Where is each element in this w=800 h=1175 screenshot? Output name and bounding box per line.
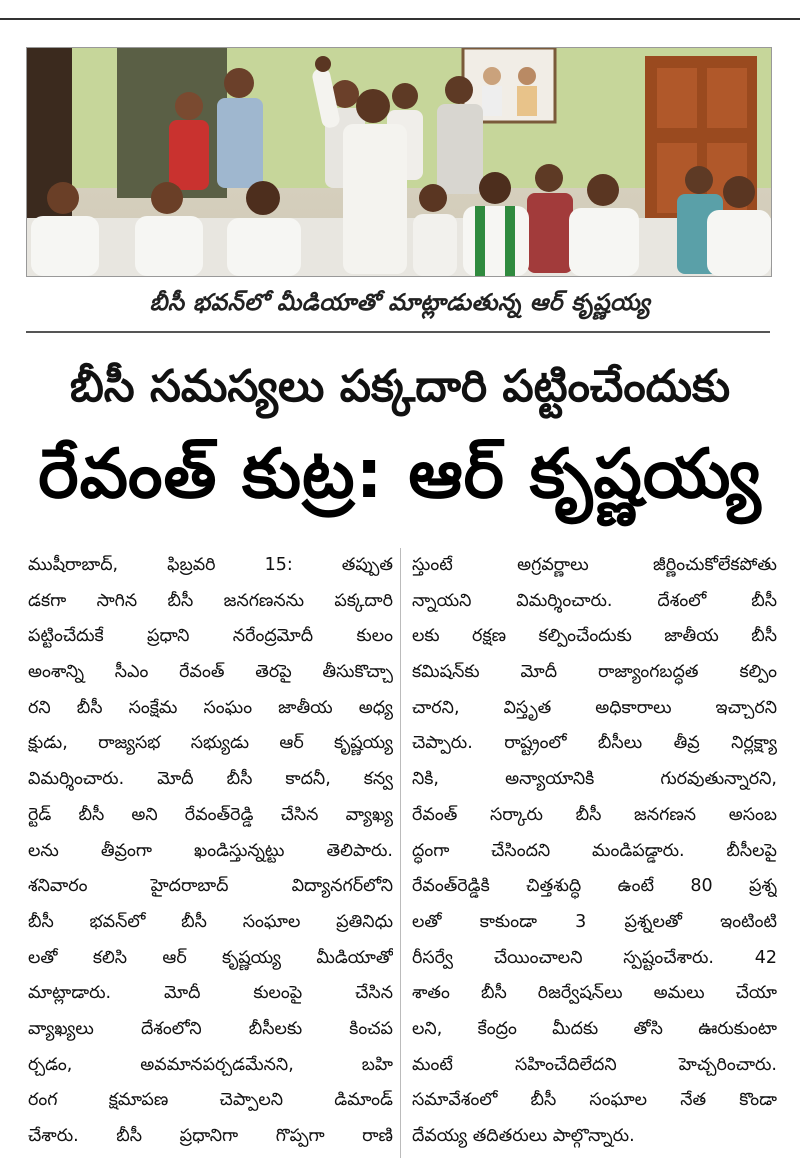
article-line: లను తీవ్రంగా ఖండిస్తున్నట్టు తెలిపారు. — [28, 840, 393, 861]
group-photo-icon — [27, 48, 771, 276]
article-line: బీసీ భవన్‌లో బీసీ సంఘాల ప్రతినిధు — [28, 911, 393, 932]
article-line: రంగ క్షమాపణ చెప్పాలని డిమాండ్ — [28, 1090, 393, 1111]
headline-line-1: బీసీ సమస్యలు పక్కదారి పట్టించేందుకు — [69, 361, 731, 412]
article-line: వ్యాఖ్యలు దేశంలోని బీసీలకు కించప — [28, 1018, 393, 1039]
article-line: పట్టించేదుకే ప్రధాని నరేంద్రమోదీ కులం — [28, 626, 393, 647]
article-line: లతో కాకుండా 3 ప్రశ్నలతో ఇంటింటి — [412, 911, 777, 932]
headline-line-2: రేవంత్ కుట్ర: ఆర్ కృష్ణయ్య — [38, 435, 762, 514]
article-line: లతో కలిసి ఆర్ కృష్ణయ్య మీడియాతో — [28, 947, 393, 968]
column-divider — [400, 548, 401, 1158]
article-line: మాట్లాడారు. మోదీ కులంపై చేసిన — [28, 983, 393, 1004]
article-line: కమిషన్‌కు మోదీ రాజ్యాంగబద్ధత కల్పిం — [412, 662, 777, 683]
news-photo — [26, 47, 772, 277]
article-line: లని, కేంద్రం మీదకు తోసి ఊరుకుంటా — [412, 1018, 777, 1039]
article-line: అంశాన్ని సీఎం రేవంత్ తెరపై తీసుకొచ్చా — [28, 662, 393, 683]
article-line: శనివారం హైదరాబాద్ విద్యానగర్‌లోని — [28, 876, 393, 897]
article-line: లకు రక్షణ కల్పించేందుకు జాతీయ బీసీ — [412, 626, 777, 647]
article-line: నికి, అన్యాయానికి గురవుతున్నారని, — [412, 769, 777, 790]
article-line: రేవంత్ సర్కారు బీసీ జనగణన అసంబ — [412, 804, 777, 825]
photo-caption: బీసీ భవన్‌లో మీడియాతో మాట్లాడుతున్న ఆర్ కృష్ణయ్య — [149, 290, 651, 316]
caption-divider — [26, 331, 770, 333]
article-line: చారని, విస్తృత అధికారాలు ఇచ్చారని — [412, 697, 777, 718]
article-line: సమావేశంలో బీసీ సంఘాల నేత కొండా — [412, 1090, 777, 1111]
article-line: న్నాయని విమర్శించారు. దేశంలో బీసీ — [412, 590, 777, 611]
article-line: స్తుంటే అగ్రవర్ణాలు జీర్ణించుకోలేకపోతు — [412, 555, 777, 575]
article-line: ర్టెడ్ బీసీ అని రేవంత్‌రెడ్డి చేసిన వ్యాఖ్య — [28, 804, 393, 825]
article-line: ర్చడం, అవమానపర్చడమేనని, బహి — [28, 1054, 393, 1075]
article-line: ద్ధంగా చేసిందని మండిపడ్డారు. బీసీలపై — [412, 840, 777, 861]
article-line: క్షుడు, రాజ్యసభ సభ్యుడు ఆర్ కృష్ణయ్య — [28, 733, 393, 754]
article-line: శాతం బీసీ రిజర్వేషన్‌లు అమలు చేయా — [412, 983, 777, 1004]
article-line: మంటే సహించేదిలేదని హెచ్చరించారు. — [412, 1054, 777, 1075]
article-column-left — [28, 548, 393, 1155]
article-line: విమర్శించారు. మోదీ బీసీ కాదనీ, కన్వ — [28, 769, 393, 790]
article-column-right — [412, 548, 777, 1155]
top-rule — [0, 18, 800, 20]
article-line: ముషీరాబాద్, ఫిబ్రవరి 15: తప్పుత — [28, 555, 393, 575]
article-line: రేవంత్‌రెడ్డికి చిత్తశుద్ధి ఉంటే 80 ప్రశ్న — [412, 876, 777, 897]
article-line: చెప్పారు. రాష్ట్రంలో బీసీలు తీవ్ర నిర్లక్ష్యా — [412, 733, 777, 754]
article-line: రని బీసీ సంక్షేమ సంఘం జాతీయ అధ్య — [28, 697, 393, 718]
article-line: దేవయ్య తదితరులు పాల్గొన్నారు. — [412, 1126, 635, 1146]
article-line: చేశారు. బీసీ ప్రధానిగా గొప్పగా రాణి — [28, 1126, 393, 1146]
article-line: రీసర్వే చేయించాలని స్పష్టంచేశారు. 42 — [412, 947, 777, 968]
article-line: డకగా సాగిన బీసీ జనగణనను పక్కదారి — [28, 590, 393, 611]
